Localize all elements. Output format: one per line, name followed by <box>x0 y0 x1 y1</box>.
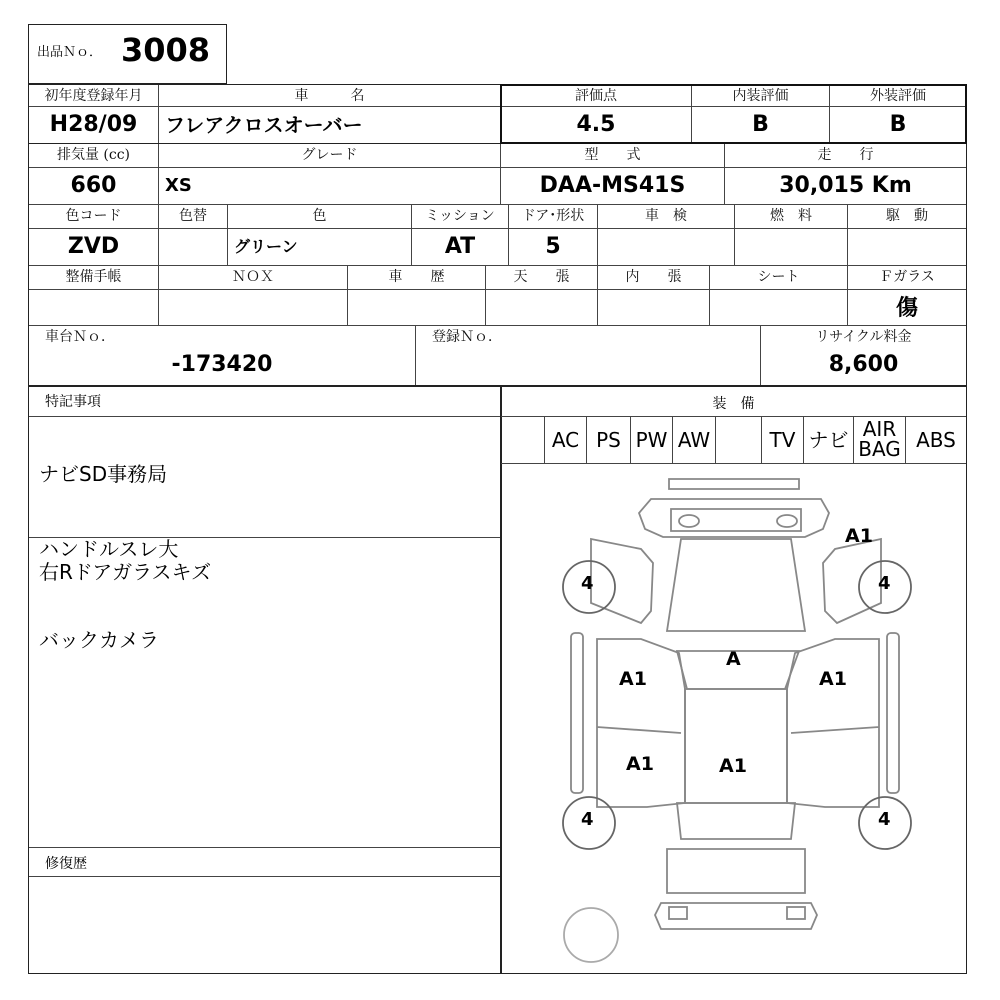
mark-rear-left-door: A1 <box>626 753 654 775</box>
color-code-label: 色コード <box>29 205 159 229</box>
mark-roof: A1 <box>719 755 747 777</box>
chassis-cell <box>29 326 416 385</box>
equip-abs: ABS <box>916 428 956 452</box>
mission-value: AT <box>412 229 509 266</box>
note-line2: ハンドルスレ大 <box>39 537 179 561</box>
exterior-label: 外装評価 <box>830 85 966 107</box>
mileage-label: 走 行 <box>725 144 966 168</box>
first-reg-label: 初年度登録年月 <box>29 85 159 107</box>
notes-label: 特記事項 <box>45 394 101 410</box>
interior-trim-value <box>598 290 710 326</box>
exterior-value: B <box>830 107 966 144</box>
right-pillar <box>887 633 899 793</box>
model-value: DAA-MS41S <box>501 168 725 205</box>
interior-value: B <box>692 107 830 144</box>
tire-rear-left: 4 <box>581 809 594 830</box>
history-value <box>348 290 486 326</box>
seat-value <box>710 290 848 326</box>
note-line3: 右Rドアガラスキズ <box>39 560 212 584</box>
row1-bottom-rule <box>28 143 500 144</box>
displacement-value: 660 <box>29 168 159 205</box>
drive-value <box>848 229 966 266</box>
chassis-value: -173420 <box>171 352 273 377</box>
recycle-value: 8,600 <box>828 352 899 377</box>
lot-number: 3008 <box>121 31 211 69</box>
repaint-label: 色替 <box>159 205 228 229</box>
displacement-label: 排気量 (cc) <box>29 144 159 168</box>
mileage-value: 30,015 Km <box>725 168 966 205</box>
recycle-cell <box>761 326 966 385</box>
inspection-label: 車 検 <box>598 205 735 229</box>
hood-outline <box>667 539 805 631</box>
model-label: 型 式 <box>501 144 725 168</box>
history-label: 車 歴 <box>348 266 486 290</box>
door-label: ドア･形状 <box>509 205 598 229</box>
reg-no-cell <box>416 326 761 385</box>
front-left-lamp <box>679 515 699 527</box>
notes-panel <box>28 386 502 974</box>
roof-value <box>486 290 598 326</box>
left-pillar <box>571 633 583 793</box>
inspection-value <box>598 229 735 266</box>
interior-trim-label: 内 張 <box>598 266 710 290</box>
tire-front-right: 4 <box>878 573 891 594</box>
repair-rule <box>29 876 501 877</box>
equip-pw: PW <box>631 417 673 463</box>
chassis-label: 車台Ｎｏ． <box>45 329 115 345</box>
equip-airbag: AIR BAG <box>854 417 906 463</box>
equip-blank-lead <box>501 417 545 463</box>
spare-tire-circle <box>564 908 618 962</box>
equipment-label: 装 備 <box>712 396 755 412</box>
mark-front-left-door: A1 <box>619 668 647 690</box>
mark-hood: A <box>726 648 741 670</box>
mark-front-right-door: A1 <box>819 668 847 690</box>
nox-label: ＮＯＸ <box>159 266 348 290</box>
trunk-outline <box>667 849 805 893</box>
color-value: グリーン <box>228 229 412 266</box>
car-diagram <box>501 463 966 973</box>
rear-glass-outline <box>677 803 795 839</box>
fglass-value: 傷 <box>848 290 966 326</box>
car-name-label: 車 名 <box>159 85 501 107</box>
right-side-outline <box>787 639 879 807</box>
grade-label: グレード <box>159 144 501 168</box>
reg-no-label: 登録Ｎｏ． <box>432 329 502 345</box>
equip-aw: AW <box>673 417 716 463</box>
score-value: 4.5 <box>501 107 692 144</box>
roof-outline <box>685 689 787 803</box>
fuel-value <box>735 229 848 266</box>
rear-left-lamp <box>669 907 687 919</box>
recycle-label: リサイクル料金 <box>815 329 912 345</box>
left-side-outline <box>597 639 685 807</box>
fuel-label: 燃 料 <box>735 205 848 229</box>
note-line1: ナビSD事務局 <box>39 462 168 486</box>
repair-label: 修復歴 <box>45 856 87 872</box>
mark-front-right-fender: A1 <box>845 525 873 547</box>
first-reg-value: H28/09 <box>29 107 159 144</box>
rear-right-lamp <box>787 907 805 919</box>
front-bumper-outline <box>639 479 829 537</box>
lot-box <box>28 24 227 84</box>
equipment-panel <box>500 386 967 974</box>
mission-label: ミッション <box>412 205 509 229</box>
score-box-frame <box>500 84 967 144</box>
equip-ac: AC <box>545 417 587 463</box>
equip-ps: PS <box>587 417 631 463</box>
drive-label: 駆 動 <box>848 205 966 229</box>
notes-rule <box>29 416 501 417</box>
equip-blank <box>716 417 762 463</box>
seat-label: シート <box>710 266 848 290</box>
lot-label: 出品Ｎｏ． <box>37 45 103 60</box>
equipment-row <box>501 417 966 464</box>
color-label: 色 <box>228 205 412 229</box>
door-value: 5 <box>509 229 598 266</box>
equip-navi: ナビ <box>804 417 854 463</box>
note-line4: バックカメラ <box>39 628 159 652</box>
nox-value <box>159 290 348 326</box>
color-code-value: ZVD <box>29 229 159 266</box>
roof-label: 天 張 <box>486 266 598 290</box>
front-right-lamp <box>777 515 797 527</box>
repaint-value <box>159 229 228 266</box>
interior-label: 内装評価 <box>692 85 830 107</box>
repair-top-rule <box>29 847 501 848</box>
tire-rear-right: 4 <box>878 809 891 830</box>
fglass-label: Ｆガラス <box>848 266 966 290</box>
tire-front-left: 4 <box>581 573 594 594</box>
score-label: 評価点 <box>501 85 692 107</box>
equip-tv: TV <box>762 417 804 463</box>
maintenance-label: 整備手帳 <box>29 266 159 290</box>
grade-value: XS <box>159 168 501 205</box>
maintenance-value <box>29 290 159 326</box>
car-name-value: フレアクロスオーバー <box>159 107 501 144</box>
